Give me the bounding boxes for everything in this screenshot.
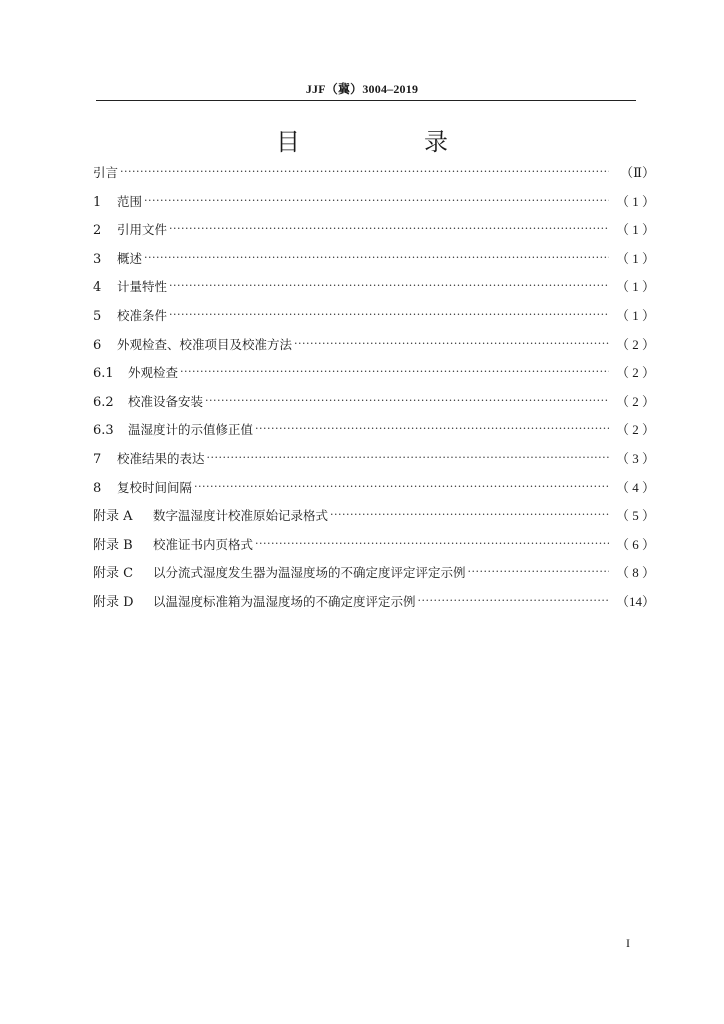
toc-entry-appendix-a[interactable] xyxy=(93,502,655,531)
toc-entry-page: （ 6 ） xyxy=(615,536,655,552)
toc-leader-dots xyxy=(294,330,609,359)
toc-leader-dots xyxy=(468,558,609,587)
toc-entry-title: 数字温湿度计校准原始记录格式 xyxy=(153,508,329,524)
toc-entry-title: 校准设备安装 xyxy=(128,393,204,409)
toc-entry-3[interactable] xyxy=(93,245,655,274)
toc-entry-number: 2 xyxy=(93,223,102,239)
toc-entry-page: （ 2 ） xyxy=(615,422,655,438)
toc-entry-7[interactable] xyxy=(93,445,655,474)
toc-entry-6-2[interactable] xyxy=(93,388,655,417)
toc-entry-page: （14） xyxy=(615,593,655,609)
toc-entry-page: （ 1 ） xyxy=(615,307,655,323)
table-of-contents xyxy=(93,159,655,617)
toc-entry-page: （ 2 ） xyxy=(615,336,655,352)
toc-entry-page: （Ⅱ） xyxy=(620,165,655,180)
toc-leader-dots xyxy=(144,187,609,216)
toc-leader-dots xyxy=(169,272,609,301)
toc-entry-page: （ 8 ） xyxy=(615,565,655,581)
toc-entry-number: 附录 B xyxy=(93,537,133,553)
toc-entry-6-3[interactable] xyxy=(93,416,655,445)
toc-entry-title: 引言 xyxy=(93,165,119,180)
toc-entry-6[interactable] xyxy=(93,331,655,360)
toc-entry-number: 8 xyxy=(93,480,102,496)
toc-leader-dots xyxy=(169,215,609,244)
toc-entry-page: （ 4 ） xyxy=(615,479,655,495)
toc-entry-page: （ 1 ） xyxy=(615,222,655,238)
toc-entry-5[interactable] xyxy=(93,302,655,331)
toc-entry-page: （ 1 ） xyxy=(615,193,655,209)
toc-entry-1[interactable] xyxy=(93,188,655,217)
page-number: I xyxy=(626,936,630,950)
toc-entry-title: 复校时间间隔 xyxy=(117,479,193,495)
toc-entry-title: 外观检查、校准项目及校准方法 xyxy=(117,336,293,352)
toc-entry-4[interactable] xyxy=(93,273,655,302)
toc-entry-appendix-c[interactable] xyxy=(93,559,655,588)
toc-entry-number: 3 xyxy=(93,251,102,267)
toc-entry-title: 校准条件 xyxy=(117,307,168,323)
toc-leader-dots xyxy=(169,301,609,330)
header-divider xyxy=(96,100,636,101)
toc-entry-introduction[interactable] xyxy=(93,159,655,188)
toc-entry-page: （ 1 ） xyxy=(615,250,655,266)
toc-entry-title: 引用文件 xyxy=(117,222,168,238)
toc-entry-number: 7 xyxy=(93,451,102,467)
toc-entry-2[interactable] xyxy=(93,216,655,245)
toc-entry-title: 以温湿度标准箱为温湿度场的不确定度评定示例 xyxy=(153,593,416,609)
toc-leader-dots xyxy=(207,444,609,473)
toc-entry-title: 温湿度计的示值修正值 xyxy=(128,422,254,438)
toc-entry-title: 校准证书内页格式 xyxy=(153,536,254,552)
toc-leader-dots xyxy=(330,501,609,530)
toc-entry-page: （ 1 ） xyxy=(615,279,655,295)
toc-entry-title: 以分流式湿度发生器为温湿度场的不确定度评定评定示例 xyxy=(153,565,466,581)
toc-entry-number: 5 xyxy=(93,308,102,324)
toc-leader-dots xyxy=(194,473,609,502)
toc-entry-8[interactable] xyxy=(93,474,655,503)
toc-leader-dots xyxy=(205,387,609,416)
toc-entry-number: 附录 A xyxy=(93,509,133,525)
toc-leader-dots xyxy=(180,358,609,387)
toc-entry-number: 6.2 xyxy=(93,394,114,410)
toc-leader-dots xyxy=(120,158,609,187)
toc-entry-page: （ 2 ） xyxy=(615,393,655,409)
toc-entry-number: 6.3 xyxy=(93,423,114,439)
toc-title: 目 录 xyxy=(276,128,498,156)
toc-entry-page: （ 2 ） xyxy=(615,365,655,381)
toc-entry-number: 4 xyxy=(93,280,102,296)
toc-leader-dots xyxy=(255,415,609,444)
toc-entry-6-1[interactable] xyxy=(93,359,655,388)
toc-entry-number: 附录 D xyxy=(93,594,134,610)
toc-entry-appendix-b[interactable] xyxy=(93,531,655,560)
toc-entry-title: 校准结果的表达 xyxy=(117,450,205,466)
toc-leader-dots xyxy=(255,530,609,559)
toc-entry-title: 范围 xyxy=(117,193,143,209)
toc-entry-title: 概述 xyxy=(117,250,143,266)
toc-entry-appendix-d[interactable] xyxy=(93,588,655,617)
toc-entry-number: 1 xyxy=(93,194,102,210)
document-code-header: JJF（冀）3004–2019 xyxy=(305,82,419,96)
toc-leader-dots xyxy=(418,587,609,616)
toc-entry-number: 6 xyxy=(93,337,102,353)
toc-entry-number: 6.1 xyxy=(93,366,114,382)
toc-entry-page: （ 3 ） xyxy=(615,450,655,466)
toc-leader-dots xyxy=(144,244,609,273)
toc-entry-number: 附录 C xyxy=(93,566,134,582)
toc-entry-title: 计量特性 xyxy=(117,279,168,295)
toc-entry-page: （ 5 ） xyxy=(615,508,655,524)
toc-entry-title: 外观检查 xyxy=(128,365,179,381)
